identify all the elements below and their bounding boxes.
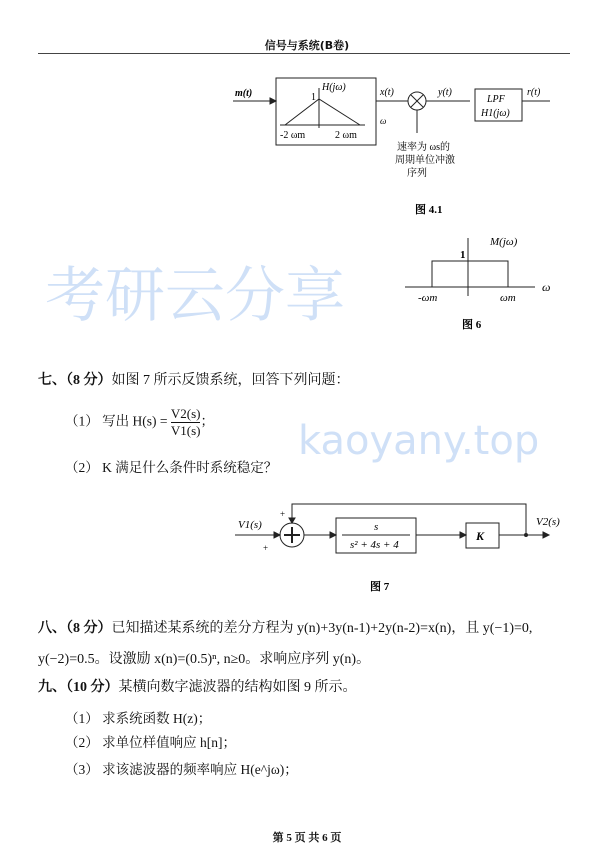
part-text: 求系统函数 H(z)； — [102, 711, 212, 726]
right-tick: 2 ωm — [335, 130, 357, 141]
left-tick: -2 ωm — [280, 130, 306, 141]
input-label: m(t) — [235, 88, 253, 99]
question-7 — [38, 369, 350, 389]
output-label: r(t) — [527, 87, 541, 98]
q9-part-1 — [65, 707, 211, 727]
lpf-h-label: H1(jω) — [481, 108, 510, 119]
note-line1: 速率为 ωs的 — [397, 142, 450, 153]
plus-top: + — [280, 509, 286, 519]
right-tick: ωm — [500, 292, 516, 304]
figure-6 — [400, 228, 570, 333]
m-label: M(jω) — [490, 236, 518, 248]
question-8 — [38, 617, 532, 637]
left-tick: -ωm — [418, 292, 438, 304]
figure-caption: 图 6 — [462, 319, 482, 331]
plus-bottom: + — [263, 543, 269, 553]
note-line3: 序列 — [407, 168, 427, 179]
page-footer: 第 5 页 共 6 页 — [272, 832, 342, 844]
denominator: V1(s) — [170, 423, 201, 438]
q9-text: 某横向数字滤波器的结构如图 9 所示。 — [118, 680, 357, 695]
figure-7 — [230, 498, 575, 598]
y-label: y(t) — [438, 87, 452, 98]
figure-caption: 图 4.1 — [415, 204, 443, 216]
header-rule — [38, 53, 570, 54]
part-num: （3） — [65, 762, 99, 777]
part-num: （2） — [65, 735, 99, 750]
numerator: V2(s) — [170, 406, 201, 421]
fraction — [171, 406, 201, 439]
q7-title: 七、（8 分） — [38, 373, 112, 388]
h-label: H(jω) — [322, 82, 346, 93]
omega-label: ω — [542, 280, 551, 294]
part-num: （1） — [65, 711, 99, 726]
q8-title: 八、（8 分） — [38, 621, 112, 636]
peak-label: 1 — [460, 249, 466, 261]
tf-denominator: s² + 4s + 4 — [350, 539, 399, 551]
part-text: 求该滤波器的频率响应 H(e^jω)； — [102, 762, 298, 777]
part-text: 写出 H(s) = — [102, 413, 168, 429]
part-text: 求单位样值响应 h[n]； — [102, 735, 236, 750]
peak-label: 1 — [311, 92, 316, 103]
tf-numerator: s — [374, 521, 379, 533]
q8-line-2: y(−2)=0.5。设激励 x(n)=(0.5)ⁿ, n≥0。求响应序列 y(n)。 — [38, 652, 371, 667]
part-text: K 满足什么条件时系统稳定？ — [102, 460, 278, 475]
gain-label: K — [476, 529, 485, 543]
part-num: （1） — [65, 413, 99, 429]
input-label: V1(s) — [238, 519, 262, 531]
q9-part-2 — [65, 731, 236, 751]
omega-label: ω — [380, 116, 387, 126]
lpf-label: LPF — [487, 94, 505, 105]
question-9 — [38, 676, 357, 696]
q7-text: 如图 7 所示反馈系统，回答下列问题： — [111, 373, 350, 388]
part-num: （2） — [65, 460, 99, 475]
x-label: x(t) — [380, 87, 394, 98]
part-end: ； — [200, 413, 214, 429]
q7-part-1 — [65, 406, 214, 439]
watermark-url: kaoyany.top — [298, 418, 540, 464]
q8-line-1: 已知描述某系统的差分方程为 y(n)+3y(n-1)+2y(n-2)=x(n)，且 y(−1)=0, — [111, 621, 533, 636]
watermark-chinese: 考研云分享 — [45, 261, 345, 331]
figure-4-1 — [225, 68, 565, 228]
q9-part-3 — [65, 758, 298, 778]
output-label: V2(s) — [536, 516, 560, 528]
q7-part-2 — [65, 456, 277, 476]
page-header: 信号与系统(B卷) — [264, 39, 350, 52]
note-line2: 周期单位冲激 — [395, 155, 455, 166]
q9-title: 九、（10 分） — [38, 680, 119, 695]
figure-caption: 图 7 — [370, 581, 390, 593]
